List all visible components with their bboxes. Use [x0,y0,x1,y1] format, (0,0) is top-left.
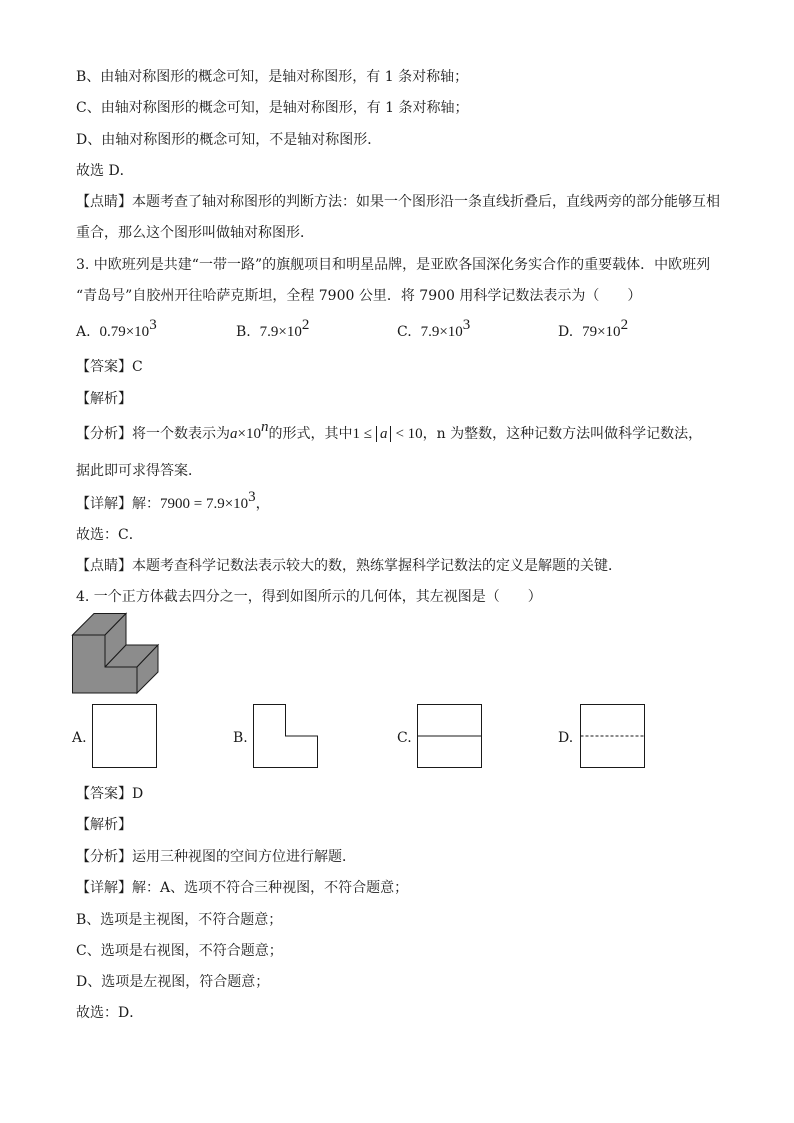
formula-exponent-n: n [260,419,269,435]
q4-answer-value: D [132,786,144,802]
q4-fenxi [76,847,356,867]
q3-fenxi-mid: 的形式，其中 [268,426,353,442]
option-exponent: 2 [620,317,629,333]
q2-option-d-explanation: D、由轴对称图形的概念可知，不是轴对称图形． [76,132,382,148]
q4-answer [76,784,143,804]
option-exponent: 3 [149,317,157,333]
q3-option-c [397,317,471,342]
q3-detail [76,489,270,514]
q2-choice: 故选 D． [76,163,134,179]
option-label: B. [236,324,251,340]
q3-fenxi-text: 将一个数表示为 [132,426,230,442]
fenxi-tag: 【分析】 [76,426,132,442]
q4-option-c-label: C. [397,730,412,746]
q4-fenxi-text: 运用三种视图的空间方位进行解题． [132,849,356,865]
formula-times-ten: ×10 [237,426,261,442]
q3-comment [76,556,622,576]
option-label: A. [76,324,91,340]
option-exponent: 2 [301,317,310,333]
analysis-tag: 【解析】 [76,391,132,407]
q4-option-d-figure [580,704,646,769]
option-value: 7.9×10 [420,324,463,340]
option-value: 0.79×10 [99,324,150,340]
xiangjie-tag: 【详解】 [76,496,132,512]
q3-stem-continued: “青岛号”自胶州开往哈萨克斯坦，全程 7900 公里．将 7900 用科学记数法表示为（ ） [76,288,642,304]
option-label: D. [558,324,574,340]
q3-answer [76,357,143,377]
q4-choice: 故选：D． [76,1005,144,1021]
q2-option-c-explanation: C、由轴对称图形的概念可知，是轴对称图形，有 1 条对称轴； [76,100,469,116]
q3-option-b [236,317,310,342]
option-a-square [93,705,157,768]
q3-option-a [76,317,157,342]
q3-analysis-tag [76,389,132,409]
formula-upper-bound: < 10 [395,426,423,442]
option-label: C. [397,324,412,340]
q4-option-a-label: A. [72,730,87,746]
formula-lower-bound: 1 ≤ [352,426,372,442]
q3-fenxi-post: ，n 为整数，这种记数方法叫做科学记数法， [422,426,703,442]
q4-detail-text: 解：A、选项不符合三种视图，不符合题意； [132,880,409,896]
q2-option-b-explanation: B、由轴对称图形的概念可知，是轴对称图形，有 1 条对称轴； [76,69,469,85]
q3-detail-exponent: 3 [248,489,256,505]
q2-comment-continued: 重合，那么这个图形叫做轴对称图形． [76,225,314,241]
q4-solid-figure [72,613,162,693]
option-value: 79×10 [582,324,621,340]
q4-option-a-figure [92,704,158,769]
q4-detail [76,878,408,898]
q4-option-b-explanation: B、选项是主视图，不符合题意； [76,912,283,928]
q4-option-d-label: D. [558,730,574,746]
option-b-l-shape [254,705,318,768]
formula-a: a [230,426,238,442]
comment-tag: 【点睛】 [76,558,132,574]
q3-choice: 故选：C． [76,527,143,543]
q4-option-c-figure [417,704,483,769]
q3-comment-text: 本题考查科学记数法表示较大的数，熟练掌握科学记数法的定义是解题的关键． [132,558,622,574]
fenxi-tag: 【分析】 [76,849,132,865]
q4-option-b-figure [253,704,319,769]
q3-detail-pre: 解： [132,496,160,512]
q4-option-b-label: B. [233,730,248,746]
q3-fenxi-continued: 据此即可求得答案． [76,463,202,479]
q3-stem: 3. 中欧班列是共建“一带一路”的旗舰项目和明星品牌，是亚欧各国深化务实合作的重要载体．中欧班列 [76,257,711,273]
q3-detail-equation: 7900 = 7.9×10 [160,496,249,512]
q4-stem: 4. 一个正方体截去四分之一，得到如图所示的几何体，其左视图是（ ） [76,589,542,605]
comment-tag: 【点睛】 [76,194,132,210]
q2-comment-text: 本题考查了轴对称图形的判断方法：如果一个图形沿一条直线折叠后，直线两旁的部分能够互相 [132,194,720,210]
xiangjie-tag: 【详解】 [76,880,132,896]
answer-tag: 【答案】 [76,359,132,375]
q3-fenxi [76,419,703,444]
analysis-tag: 【解析】 [76,817,132,833]
answer-tag: 【答案】 [76,786,132,802]
q3-detail-post: ， [255,496,270,512]
q3-answer-value: C [132,359,143,375]
absolute-value-a: a [376,426,392,442]
q4-analysis-tag [76,815,132,835]
q2-comment [76,192,720,212]
q3-option-d [558,317,629,342]
option-exponent: 3 [462,317,471,333]
q4-option-c-explanation: C、选项是右视图，不符合题意； [76,943,283,959]
q4-option-d-explanation: D、选项是左视图，符合题意； [76,974,270,990]
option-value: 7.9×10 [259,324,302,340]
